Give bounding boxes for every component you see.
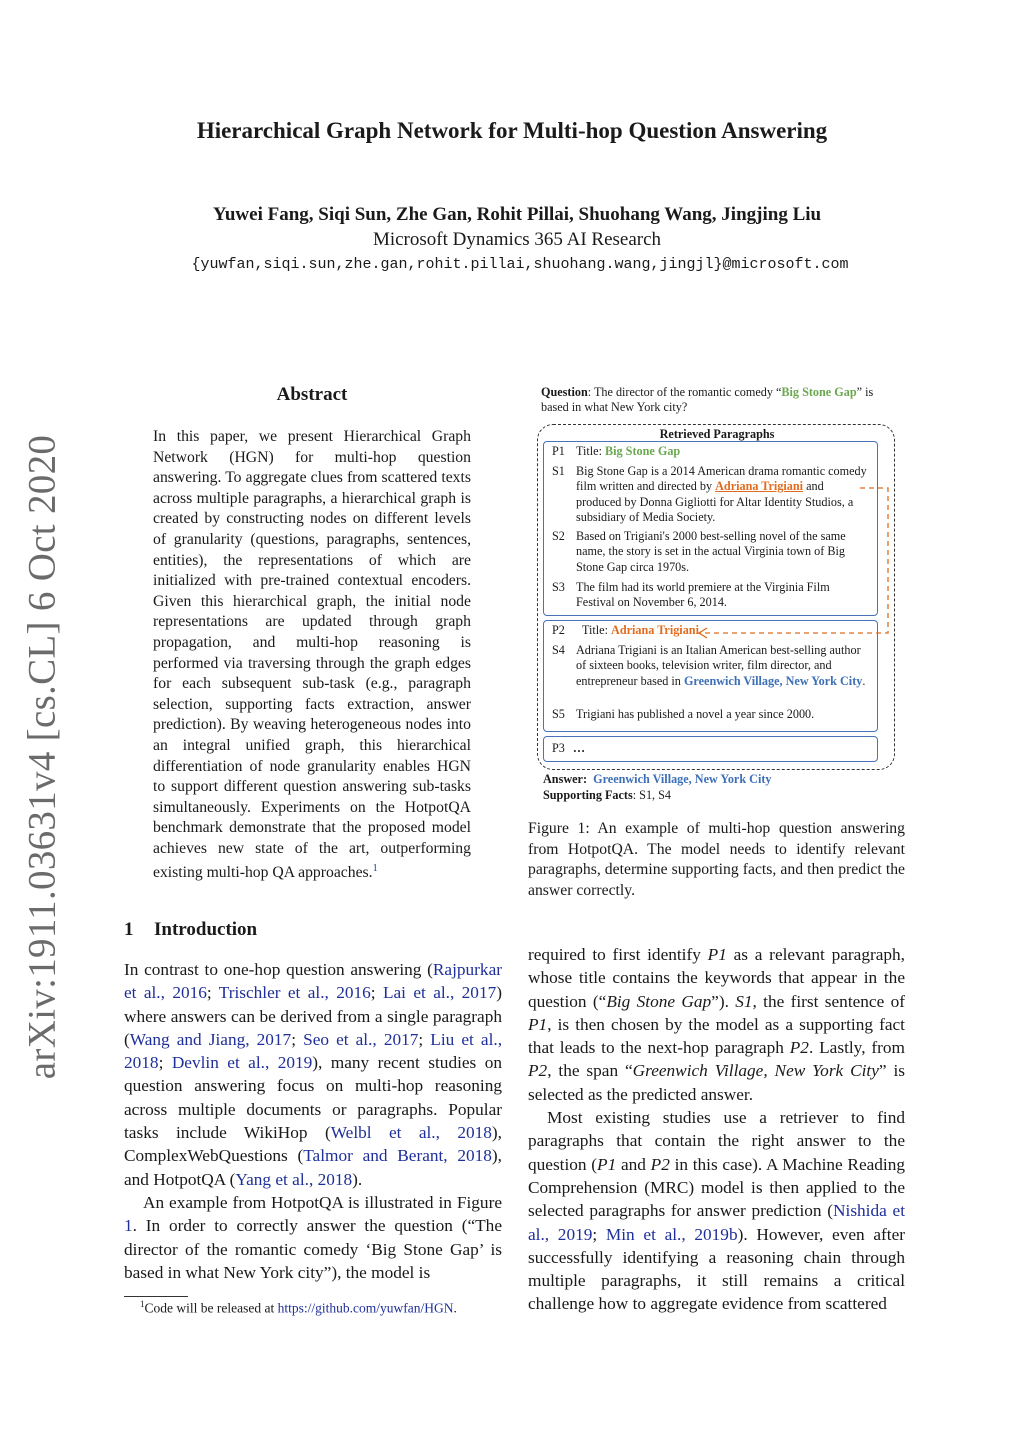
citation-link[interactable]: Lai et al., 2017 (382, 983, 497, 1003)
text-run: ), many recent studies on question answering focus on multi-hop reasoning across multiple documents or paragraphs. Popular tasks include WikiHop ( (124, 1053, 502, 1143)
citation-link[interactable]: Trischler et al., 2016 (218, 983, 371, 1003)
text-run: , the span “ (547, 1061, 633, 1081)
citation-link[interactable]: Liu et al., 2018 (124, 1029, 503, 1073)
retrieved-paragraphs-heading: Retrieved Paragraphs (659, 427, 775, 441)
abstract-text: In this paper, we present Hierarchical Graph Network (HGN) for multi-hop question answering. To aggregate clues from scattered texts across multiple paragraphs, a hierarchical graph is created by constructing nodes on different levels of granularity (questions, paragraphs, sentences, entities), the representations of which are initialized with pre-trained contextual encoders. Given this hierarchical graph, the initial node representations are updated through graph propagation, and multi-hop reasoning is performed via traversing through the graph edges for each subsequent sub-task (e.g., paragraph selection, supporting facts extraction, answer prediction). By weaving heterogeneous nodes into an integral unified graph, this hierarchical differentiation of node granularity enables HGN to support different question answering sub-tasks simultaneously. Experiments on the HotpotQA benchmark demonstrate that the proposed model achieves new state of the art, outperforming existing multi-hop QA approaches. (153, 428, 471, 882)
affiliation: Microsoft Dynamics 365 AI Research (372, 229, 662, 250)
s3-label: S3 (552, 580, 565, 594)
text-run: ; (291, 1029, 304, 1049)
text-run: ; (158, 1053, 172, 1073)
citation-link[interactable]: Nishida et al., 2019 (528, 1201, 905, 1244)
paragraph-p2-box (543, 620, 878, 732)
text-run: Title: (576, 444, 606, 458)
code-url-link[interactable]: https://github.com/yuwfan/HGN (277, 1300, 454, 1316)
figure-caption: Figure 1: An example of multi-hop question answering from HotpotQA. The model needs to identify relevant paragraphs, determine supporting facts, and then predict the answer correctly. (528, 820, 905, 899)
paragraph-p3-box (543, 736, 878, 762)
answer-value: Greenwich Village, New York City (593, 772, 772, 786)
citation-link[interactable]: Rajpurkar et al., 2016 (124, 960, 502, 1003)
text-run: ” is selected as the predicted answer. (528, 1061, 905, 1104)
citation-link[interactable]: Seo et al., 2017 (303, 1029, 419, 1049)
s5-label: S5 (552, 707, 565, 721)
citation-link[interactable]: Talmor and Berant, 2018 (303, 1146, 492, 1166)
text-run: ; (592, 1224, 606, 1244)
figure-question (541, 385, 901, 416)
section-number: 1 (124, 919, 134, 940)
text-run: ” is based in what New York city? (541, 385, 874, 415)
text-run: Adriana Trigiani is an Italian American best-selling author of sixteen books, television writer, film director, and entrepreneur based in (576, 643, 861, 688)
text-run: required to first identify (528, 945, 708, 964)
paragraph-p1-box (543, 441, 878, 616)
question-label: Question (541, 385, 588, 399)
text-run: : The director of the romantic comedy “ (587, 385, 782, 399)
intro-paragraph-3 (528, 943, 905, 1106)
s4-entity: Greenwich Village, New York City (683, 673, 863, 688)
support-label: Supporting Facts (543, 788, 633, 802)
intro-left-column (124, 958, 502, 1284)
abstract-heading: Abstract (276, 384, 348, 405)
text-run: in this case). A Machine Reading Comprehension (MRC) model is then applied to the selected paragraphs for answer prediction ( (528, 1154, 906, 1221)
text-run: Greenwich Village, New York City (632, 1061, 879, 1081)
p1-label: P1 (552, 444, 565, 458)
text-run: P2 (528, 1061, 548, 1081)
s2-text: Based on Trigiani's 2000 best-selling novel of the same name, the story is set in the actual Virginia town of Big Stone Gap circa 1970s. (576, 529, 846, 574)
intro-paragraph-4 (528, 1106, 905, 1316)
intro-paragraph-2 (124, 1191, 502, 1284)
intro-paragraph-1 (124, 958, 502, 1191)
footnote-ref[interactable]: 1 (372, 863, 378, 875)
text-run: An example from HotpotQA is illustrated in Figure (143, 1192, 502, 1212)
text-run: . (453, 1300, 457, 1316)
text-run: ), ComplexWebQuestions ( (124, 1123, 502, 1166)
text-run: P1 (597, 1154, 617, 1174)
text-run: Title: (582, 623, 612, 637)
abstract-body (153, 427, 471, 884)
entity-link-arrow (850, 480, 895, 640)
text-run: S1 (735, 991, 753, 1011)
paper-title: Hierarchical Graph Network for Multi-hop Question Answering (196, 118, 828, 143)
text-run: Big Stone Gap is a 2014 American drama romantic comedy film written and directed by (576, 464, 867, 494)
figure-ref-link[interactable]: 1 (124, 1216, 133, 1236)
text-run: , is then chosen by the model as a supporting fact that leads to the next-hop paragraph (528, 1014, 905, 1058)
text-run: and (616, 1154, 651, 1174)
s1-label: S1 (552, 464, 565, 478)
text-run: . In order to correctly answer the question (“The director of the romantic comedy ‘Big Stone Gap’ is based in what New York city”), the model is (124, 1216, 502, 1282)
text-run: Big Stone Gap (606, 991, 712, 1011)
text-run: P2 (789, 1038, 809, 1058)
text-run: P1 (707, 945, 727, 964)
answer-label: Answer (543, 772, 583, 786)
text-run: and produced by Donna Gigliotti for Altar Identity Studios, a subsidiary of Media Society. (576, 479, 854, 525)
section-title: Introduction (154, 919, 258, 940)
p3-ellipsis: … (572, 741, 586, 755)
author-emails: {yuwfan,siqi.sun,zhe.gan,rohit.pillai,shuohang.wang,jingjl}@microsoft.com (191, 256, 849, 273)
p2-label: P2 (552, 623, 565, 637)
text-run: Most existing studies use a retriever to find paragraphs that contain the right answer to the question ( (528, 1108, 905, 1174)
text-run: ; (418, 1029, 431, 1049)
text-run: ), and HotpotQA ( (124, 1146, 502, 1189)
footnote (140, 1299, 457, 1317)
footnote-mark: 1 (140, 1299, 145, 1309)
text-run: ). (352, 1169, 363, 1189)
footnote-rule (124, 1296, 188, 1297)
citation-link[interactable]: Devlin et al., 2019 (171, 1053, 313, 1073)
text-run: ”). (711, 991, 736, 1011)
text-run: . Lastly, from (808, 1038, 905, 1058)
support-value: : S1, S4 (632, 788, 672, 802)
s2-label: S2 (552, 529, 565, 543)
p3-label: P3 (552, 741, 565, 755)
citation-link[interactable]: Welbl et al., 2018 (330, 1123, 492, 1143)
text-run: ) where answers can be derived from a single paragraph ( (124, 983, 502, 1049)
author-list: Yuwei Fang, Siqi Sun, Zhe Gan, Rohit Pillai, Shuohang Wang, Jingjing Liu (212, 204, 822, 225)
section-heading (124, 919, 257, 941)
citation-link[interactable]: Min et al., 2019b (605, 1224, 738, 1244)
arxiv-stamp: arXiv:1911.03631v4 [cs.CL] 6 Oct 2020 (20, 434, 64, 1080)
text-run: ). However, even after successfully identifying a reasoning chain through multiple paragraphs, it still remains a critical challenge how to aggregate evidence from scattered (528, 1224, 906, 1314)
figure-answer: Answer: Greenwich Village, New York City (543, 772, 772, 786)
figure-supporting-facts (543, 788, 671, 803)
p1-title: Big Stone Gap (605, 444, 681, 458)
p2-title: Adriana Trigiani (611, 623, 699, 637)
text-run: as a relevant paragraph, whose title contains the keywords that appear in the question (“ (528, 945, 905, 1011)
citation-link[interactable]: Yang et al., 2018 (235, 1169, 353, 1189)
s3-text: The film had its world premiere at the Virginia Film Festival on November 6, 2014. (576, 580, 830, 610)
footnote-text: Code will be released at (144, 1300, 278, 1316)
s5-text: Trigiani has published a novel a year since 2000. (576, 707, 815, 721)
intro-right-column (528, 943, 905, 1316)
s1-entity: Adriana Trigiani (715, 479, 804, 494)
text-run: In contrast to one-hop question answering ( (124, 960, 433, 979)
text-run: , the first sentence of (752, 991, 905, 1011)
text-run: ; (206, 983, 219, 1003)
text-run: P2 (650, 1154, 670, 1174)
question-entity: Big Stone Gap (781, 385, 857, 399)
text-run: ; (370, 983, 383, 1003)
text-run: P1 (528, 1014, 548, 1034)
citation-link[interactable]: Wang and Jiang, 2017 (129, 1029, 292, 1049)
text-run: . (862, 673, 866, 688)
s4-label: S4 (552, 643, 565, 657)
p3-row (552, 741, 585, 756)
